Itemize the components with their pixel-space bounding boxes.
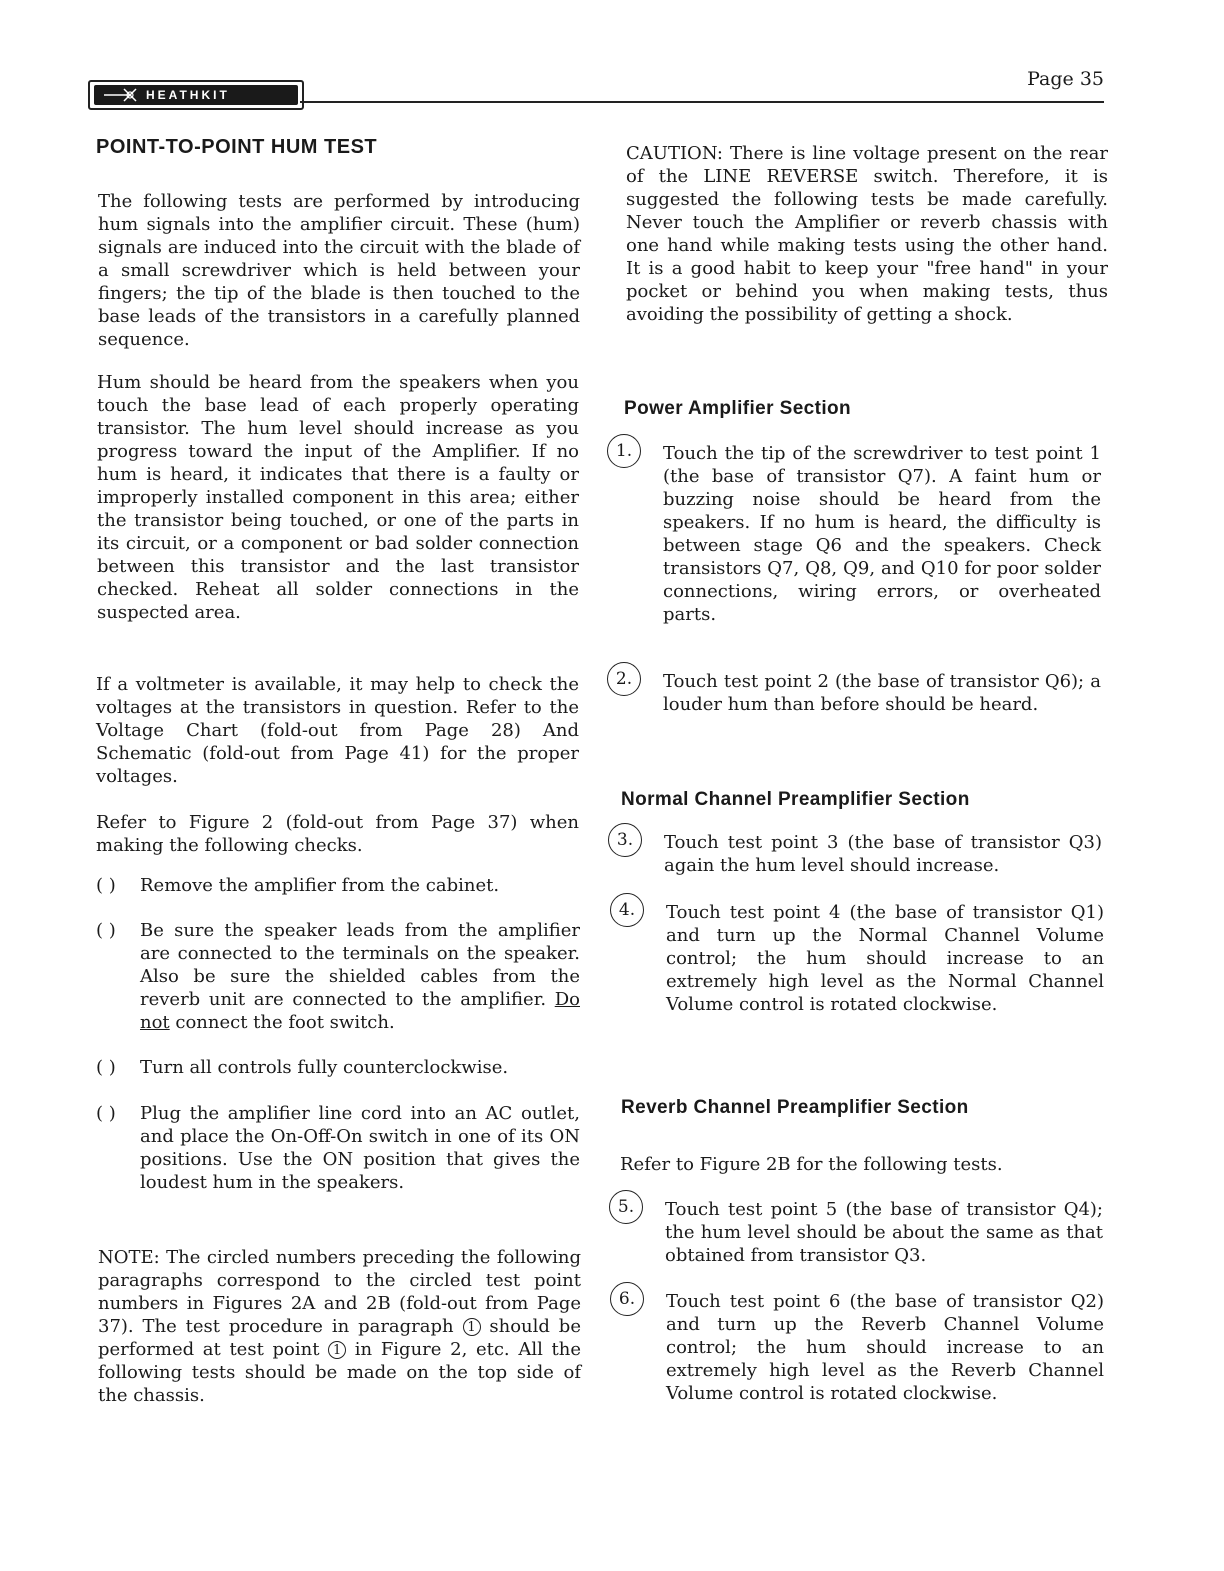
- checkbox[interactable]: ( ): [96, 875, 116, 896]
- emphasis-underline: Do not: [140, 989, 580, 1033]
- step-text: Touch test point 3 (the base of transistor Q3) again the hum level should increase.: [664, 832, 1102, 876]
- page-title: POINT-TO-POINT HUM TEST: [96, 136, 378, 158]
- logo-emblem-icon: [102, 87, 142, 103]
- step-text: Touch test point 4 (the base of transistor Q1) and turn up the Normal Channel Volume control; the hum should increase to an extremely high level as the Normal Channel Volume control is rotated clockwise.: [666, 902, 1104, 1015]
- voltmeter-paragraph: If a voltmeter is available, it may help to check the voltages at the transistors in question. Refer to the Voltage Chart (fold-out from Page 28) And Schematic (fold-out from Page 41) for the proper voltages.: [96, 674, 579, 787]
- header-rule: [300, 101, 1104, 103]
- test-step: [610, 1290, 1104, 1405]
- check-text: Be sure the speaker leads from the amplifier are connected to the terminals on the speaker. Also be sure the shielded cables from the reverb unit are connected to the amplifier. Do not connect the foot switch.: [140, 920, 580, 1033]
- intro-paragraph: The following tests are performed by introducing hum signals into the amplifier circuit. These (hum) signals are induced into the circuit with the blade of a small screwdriver which is held between your fingers; the tip of the blade is then touched to the base leads of the transistors in a carefully planned sequence.: [98, 191, 580, 350]
- check-item[interactable]: [96, 1102, 580, 1194]
- test-step: [607, 442, 1101, 626]
- step-text: Touch test point 5 (the base of transistor Q4); the hum level should be about the same as that obtained from transistor Q3.: [665, 1199, 1103, 1266]
- step-number: 3.: [608, 823, 642, 857]
- refer-paragraph: Refer to Figure 2 (fold-out from Page 37) when making the following checks.: [96, 812, 579, 856]
- brand-name: HEATHKIT: [146, 88, 230, 102]
- check-text: Remove the amplifier from the cabinet.: [140, 875, 500, 896]
- checkbox[interactable]: ( ): [96, 1057, 116, 1078]
- step-text: Touch test point 2 (the base of transistor Q6); a louder hum than before should be heard.: [663, 671, 1101, 715]
- circled-number: 1: [463, 1318, 481, 1336]
- hum-paragraph: Hum should be heard from the speakers when you touch the base lead of each properly operating transistor. The hum level should increase as you progress toward the input of the Amplifier. If no hum is heard, it indicates that there is a faulty or improperly installed component in this area; either the transistor being touched, or one of the parts in its circuit, or a component or bad solder connection between this transistor and the last transistor checked. Reheat all solder connections in the suspected area.: [97, 372, 579, 623]
- logo-plate: [94, 85, 298, 105]
- test-step: [610, 901, 1104, 1016]
- checkbox[interactable]: ( ): [96, 1103, 116, 1124]
- page-number: Page 35: [1027, 68, 1104, 90]
- section-heading: Power Amplifier Section: [624, 398, 852, 419]
- section-heading: Normal Channel Preamplifier Section: [621, 789, 970, 810]
- step-number: 2.: [607, 662, 641, 696]
- note-paragraph: NOTE: The circled numbers preceding the following paragraphs correspond to the circled test point numbers in Figures 2A and 2B (fold-out from Page 37). The test procedure in paragraph 1 should be performed at test point 1 in Figure 2, etc. All the following tests should be made on the top side of the chassis.: [98, 1247, 581, 1406]
- left-column-top: [96, 136, 580, 159]
- check-text: Turn all controls fully counterclockwise.: [140, 1057, 509, 1078]
- check-item[interactable]: [96, 919, 580, 1034]
- check-item[interactable]: [96, 1056, 580, 1079]
- step-number: 4.: [610, 893, 644, 927]
- reverb-refer: Refer to Figure 2B for the following tests.: [620, 1154, 1003, 1175]
- test-step: [607, 670, 1101, 716]
- heathkit-logo: [88, 80, 304, 110]
- check-item[interactable]: [96, 874, 580, 897]
- caution-paragraph: CAUTION: There is line voltage present on the rear of the LINE REVERSE switch. Therefore, it is suggested the following tests be made carefully. Never touch the Amplifier or reverb chassis with one hand while making tests using the other hand. It is a good habit to keep your "free hand" in your pocket or behind you when making tests, thus avoiding the possibility of getting a shock.: [626, 143, 1108, 325]
- step-number: 1.: [607, 434, 641, 468]
- section-heading: Reverb Channel Preamplifier Section: [621, 1097, 969, 1118]
- test-step: [609, 1198, 1103, 1267]
- checkbox[interactable]: ( ): [96, 920, 116, 941]
- step-number: 5.: [609, 1190, 643, 1224]
- check-text: Plug the amplifier line cord into an AC outlet, and place the On-Off-On switch in one of its ON positions. Use the ON position that gives the loudest hum in the speakers.: [140, 1103, 580, 1193]
- test-step: [608, 831, 1102, 877]
- step-number: 6.: [610, 1282, 644, 1316]
- circled-number: 1: [328, 1341, 346, 1359]
- step-text: Touch test point 6 (the base of transistor Q2) and turn up the Reverb Channel Volume control; the hum should increase to an extremely high level as the Reverb Channel Volume control is rotated clockwise.: [666, 1291, 1104, 1404]
- step-text: Touch the tip of the screwdriver to test point 1 (the base of transistor Q7). A faint hum or buzzing noise should be heard from the speakers. If no hum is heard, the difficulty is between stage Q6 and the speakers. Check transistors Q7, Q8, Q9, and Q10 for poor solder connections, wiring errors, or overheated parts.: [663, 443, 1101, 625]
